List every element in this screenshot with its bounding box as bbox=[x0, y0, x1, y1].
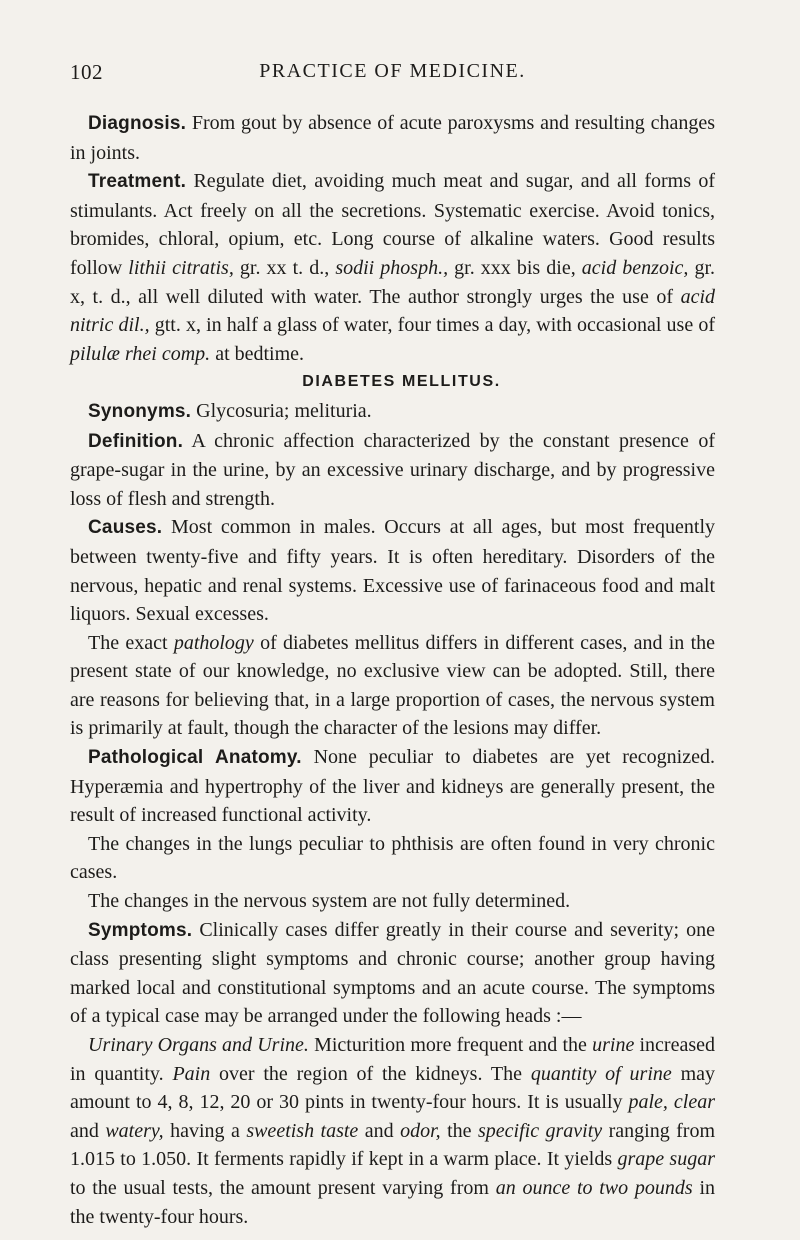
synonyms-heading: Synonyms. bbox=[88, 400, 192, 422]
treatment-heading: Treatment. bbox=[88, 171, 187, 193]
diagnosis-heading: Diagnosis. bbox=[88, 113, 187, 134]
definition-paragraph: Definition. A chronic affection characterized by the constant presence of grape-sugar in the urine, by an excessive urinary discharge, and by progressive loss of flesh and strength. bbox=[70, 429, 715, 510]
urinary-paragraph: Urinary Organs and Urine. Micturition more frequent and the urine increased in quantity. Pain over the region of the kidneys. The quantity of urine may amount to 4, 8, 12, 20 or 30 pints in twenty-four hours. It is usually pale, clear and watery, having a sweetish taste and odor, the specific gravity ranging from 1.015 to 1.050. It ferments rapidly if kept in a warm place. It yields grape sugar to the usual tests, the amount present varying from an ounce to two pounds in the twenty-four hours. bbox=[70, 1034, 716, 1228]
lungs-paragraph: The changes in the lungs peculiar to phthisis are often found in very chronic cases. bbox=[70, 832, 715, 884]
synonyms-paragraph: Synonyms. Glycosuria; melituria. bbox=[88, 399, 372, 422]
anatomy-heading: Pathological Anatomy. bbox=[88, 747, 302, 769]
symptoms-heading: Symptoms. bbox=[88, 919, 193, 941]
nervous-paragraph: The changes in the nervous system are not fully determined. bbox=[88, 890, 571, 913]
running-head: PRACTICE OF MEDICINE. bbox=[259, 60, 526, 82]
definition-heading: Definition. bbox=[88, 430, 184, 452]
symptoms-paragraph: Symptoms. Clinically cases differ greatly in their course and severity; one class presenting slight symptoms and chronic course; another group having marked local and constitutional symptoms and an acute course. The symptoms of a typical case may be arranged under the following heads :— bbox=[70, 918, 715, 1028]
page-header bbox=[70, 60, 715, 90]
anatomy-paragraph: Pathological Anatomy. None peculiar to diabetes are yet recognized. Hyperæmia and hypertrophy of the liver and kidneys are generally present, the result of increased functional activity. bbox=[70, 746, 715, 827]
causes-paragraph: Causes. Most common in males. Occurs at all ages, but most frequently between twenty-five and fifty years. It is often hereditary. Disorders of the nervous, hepatic and renal systems. Excessive use of farinaceous food and malt liquors. Sexual excesses. bbox=[70, 516, 715, 626]
page-number: 102 bbox=[70, 60, 103, 84]
section-title: DIABETES MELLITUS. bbox=[302, 373, 501, 391]
treatment-paragraph: Treatment. Regulate diet, avoiding much meat and sugar, and all forms of stimulants. Act freely on all the secretions. Systematic exercise. Avoid tonics, bromides, chloral, opium, etc. Long course of alkaline waters. Good results follow lithii citratis, gr. xx t. d., sodii phosph., gr. xxx bis die, acid benzoic, gr. x, t. d., all well diluted with water. The author strongly urges the use of acid nitric dil., gtt. x, in half a glass of water, four times a day, with occasional use of pilulæ rhei comp. at bedtime. bbox=[70, 170, 716, 365]
causes-heading: Causes. bbox=[88, 517, 163, 539]
pathology-paragraph: The exact pathology of diabetes mellitus differs in different cases, and in the present state of our knowledge, no exclusive view can be adopted. Still, there are reasons for believing that, in a large proportion of cases, the nervous system is primarily at fault, though the character of the lesions may differ. bbox=[70, 631, 716, 740]
page-body bbox=[70, 109, 715, 1231]
diagnosis-paragraph: Diagnosis. From gout by absence of acute paroxysms and resulting changes in joints. bbox=[70, 112, 715, 164]
